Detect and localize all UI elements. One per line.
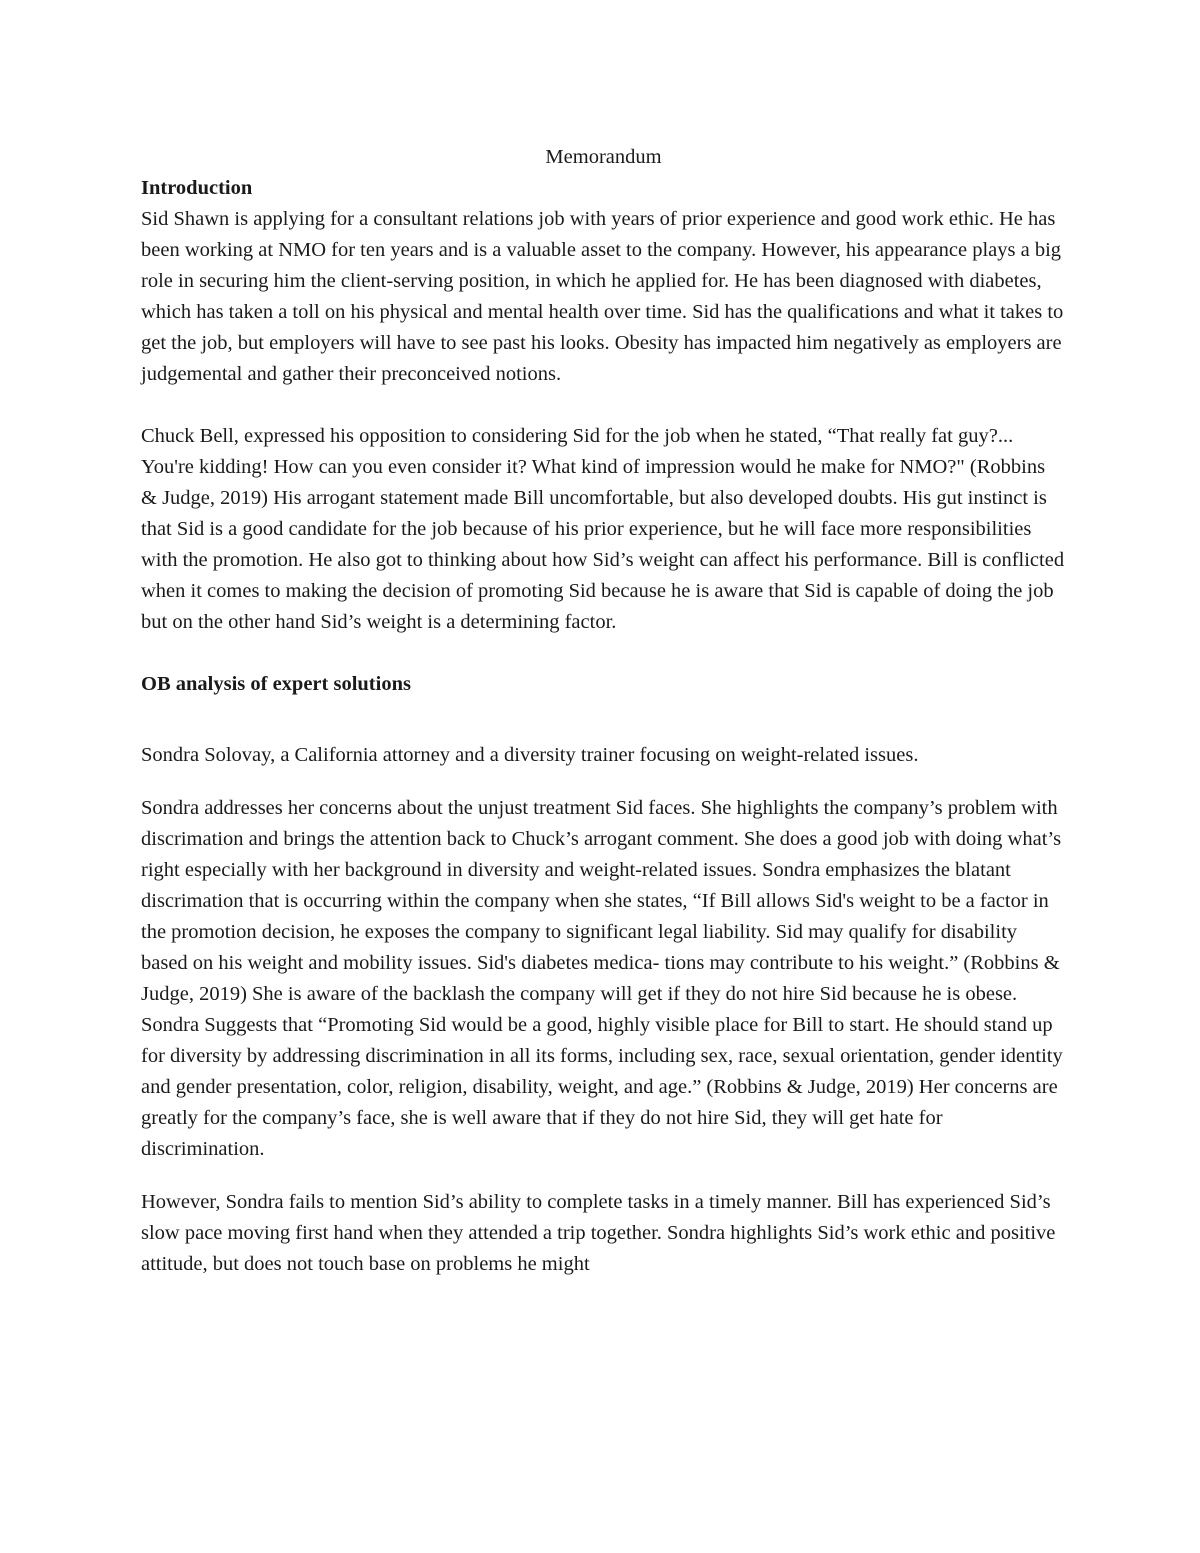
ob-paragraph-3: However, Sondra fails to mention Sid’s ability to complete tasks in a timely manner. Bill has experienced Sid’s slow pace moving first hand when they attended a trip together. Sondra highlights Sid’s work ethic and positive attitude, but does not touch base on problems he might <box>141 1191 1056 1275</box>
section-heading-ob-analysis: OB analysis of expert solutions <box>141 673 411 695</box>
document-body <box>141 142 1066 1280</box>
document-title: Memorandum <box>545 146 662 168</box>
ob-paragraph-1: Sondra Solovay, a California attorney and a diversity trainer focusing on weight-related issues. <box>141 744 919 766</box>
section-heading-introduction: Introduction <box>141 177 253 199</box>
ob-paragraph-2: Sondra addresses her concerns about the unjust treatment Sid faces. She highlights the company’s problem with discrimation and brings the attention back to Chuck’s arrogant comment. She does a good job with doing what’s right especially with her background in diversity and weight-related issues. Sondra emphasizes the blatant discrimation that is occurring within the company when she states, “If Bill allows Sid's weight to be a factor in the promotion decision, he exposes the company to significant legal liability. Sid may qualify for disability based on his weight and mobility issues. Sid's diabetes medica- tions may contribute to his weight.” (Robbins & Judge, 2019) She is aware of the backlash the company will get if they do not hire Sid because he is obese. Sondra Suggests that “Promoting Sid would be a good, highly visible place for Bill to start. He should stand up for diversity by addressing discrimination in all its forms, including sex, race, sexual orientation, gender identity and gender presentation, color, religion, disability, weight, and age.” (Robbins & Judge, 2019) Her concerns are greatly for the company’s face, she is well aware that if they do not hire Sid, they will get hate for discrimination. <box>141 797 1063 1160</box>
intro-paragraph-1: Sid Shawn is applying for a consultant relations job with years of prior experience and good work ethic. He has been working at NMO for ten years and is a valuable asset to the company. However, his appearance plays a big role in securing him the client-serving position, in which he applied for. He has been diagnosed with diabetes, which has taken a toll on his physical and mental health over time. Sid has the qualifications and what it takes to get the job, but employers will have to see past his looks. Obesity has impacted him negatively as employers are judgemental and gather their preconceived notions. <box>141 208 1064 385</box>
intro-paragraph-2: Chuck Bell, expressed his opposition to considering Sid for the job when he stated, “That really fat guy?... You're kidding! How can you even consider it? What kind of impression would he make for NMO?" (Robbins & Judge, 2019) His arrogant statement made Bill uncomfortable, but also developed doubts. His gut instinct is that Sid is a good candidate for the job because of his prior experience, but he will face more responsibilities with the promotion. He also got to thinking about how Sid’s weight can affect his performance. Bill is conflicted when it comes to making the decision of promoting Sid because he is aware that Sid is capable of doing the job but on the other hand Sid’s weight is a determining factor. <box>141 425 1065 633</box>
